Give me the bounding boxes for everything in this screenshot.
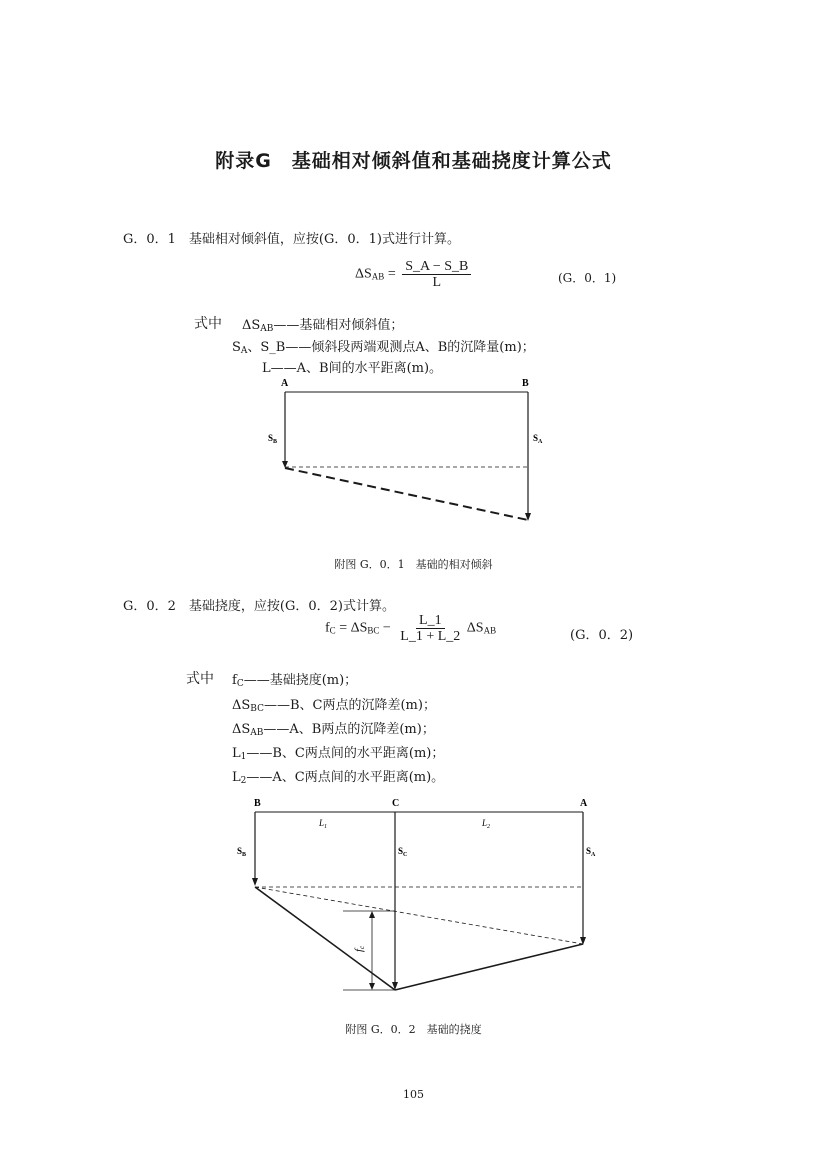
page-title: 附录G 基础相对倾斜值和基础挠度计算公式 xyxy=(215,150,612,172)
definition-1-1 xyxy=(242,314,403,334)
fig2-chord-line xyxy=(255,887,583,944)
def-text: ——A、B间的水平距离(m)。 xyxy=(270,361,443,376)
def-text: ——A、C两点间的水平距离(m)。 xyxy=(246,770,445,785)
fig2-label-l1: $L_1$ xyxy=(319,818,328,830)
formula-g-0-2 xyxy=(325,613,496,644)
definition-2-2 xyxy=(232,694,436,714)
formula2-denominator: L_1 + L_2 xyxy=(400,629,461,644)
figure-deflection xyxy=(225,792,615,1004)
def-symbol: L xyxy=(232,770,241,785)
fig2-label-sc: $S_C$ xyxy=(398,846,408,858)
where-label-1: 式中 xyxy=(194,316,222,332)
fig1-label-a: A xyxy=(281,378,289,389)
formula-numerator: S_A − S_B xyxy=(402,259,471,275)
definition-2-1 xyxy=(232,669,357,689)
def-symbol-sub: AB xyxy=(250,728,264,738)
def-symbol-sub: BC xyxy=(250,704,264,714)
fig2-label-l2: $L_2$ xyxy=(482,818,491,830)
formula2-tail: ΔS xyxy=(466,620,484,636)
formula2-minus: − xyxy=(382,620,391,636)
def-symbol: S xyxy=(232,340,241,355)
fig2-deformed-right xyxy=(395,944,583,990)
clause-g-0-1: G．0．1 基础相对倾斜值，应按(G．0．1)式进行计算。 xyxy=(123,232,460,247)
definition-1-2 xyxy=(232,336,535,356)
definition-2-5 xyxy=(232,766,444,786)
def-text: ——B、C两点的沉降差(m)； xyxy=(263,698,436,713)
formula2-lhs: f xyxy=(325,620,330,636)
fig1-label-sa: $S_A$ xyxy=(533,433,543,445)
fig2-fc-arrow-bottom xyxy=(369,983,375,990)
def-symbol: L xyxy=(262,361,271,376)
formula2-numerator: L_1 xyxy=(416,613,445,629)
fig2-label-fc: fc xyxy=(353,945,366,952)
def-symbol: ΔS xyxy=(232,722,251,737)
fig2-deformed-left xyxy=(255,887,395,990)
formula2-tail-sub: AB xyxy=(483,625,497,636)
formula-fraction xyxy=(402,259,471,290)
def-text: ——A、B两点的沉降差(m)； xyxy=(263,722,435,737)
page-number: 105 xyxy=(403,1088,424,1101)
def-symbol: f xyxy=(232,673,237,688)
figure-2-caption: 附图 G．0．2 基础的挠度 xyxy=(345,1023,482,1036)
fig2-label-b: B xyxy=(254,798,261,809)
fig1-label-sb: $S_B$ xyxy=(268,433,278,445)
formula-lhs: ΔS xyxy=(355,266,372,282)
fig1-label-b: B xyxy=(522,378,529,389)
definition-2-3 xyxy=(232,718,435,738)
fig2-label-sa: $S_A$ xyxy=(586,846,596,858)
fig2-label-c: C xyxy=(392,798,400,809)
figure-1-caption: 附图 G．0．1 基础的相对倾斜 xyxy=(334,558,493,571)
definition-2-4 xyxy=(232,742,444,762)
formula2-eq: = ΔS xyxy=(339,620,368,636)
def-symbol: ΔS xyxy=(242,318,261,333)
def-text: ——基础挠度(m)； xyxy=(243,673,358,688)
def-text: 、S_B——倾斜段两端观测点A、B的沉降量(m)； xyxy=(247,340,535,355)
fig1-tilt-line xyxy=(285,468,528,520)
formula2-mid-sub: BC xyxy=(367,625,380,636)
def-symbol: ΔS xyxy=(232,698,251,713)
def-symbol-sub: A xyxy=(240,346,248,356)
formula-lhs-sub: AB xyxy=(371,271,385,282)
def-symbol-sub: 2 xyxy=(240,776,247,786)
def-symbol: L xyxy=(232,746,241,761)
formula-eq: = xyxy=(387,266,396,282)
def-symbol-sub: C xyxy=(236,679,244,689)
fig2-b-arrowhead xyxy=(252,878,258,886)
formula2-fraction xyxy=(397,613,463,644)
equation-number-1: (G．0．1) xyxy=(558,271,617,285)
formula-denominator: L xyxy=(432,275,442,290)
where-label-2: 式中 xyxy=(186,671,214,687)
fig2-label-sb: $S_B$ xyxy=(237,846,247,858)
formula-g-0-1 xyxy=(355,259,471,290)
def-symbol-sub: AB xyxy=(260,324,274,334)
equation-number-2: (G．0．2) xyxy=(570,628,634,643)
def-text: ——B、C两点间的水平距离(m)； xyxy=(246,746,445,761)
fig2-label-a: A xyxy=(580,798,588,809)
clause-g-0-2: G．0．2 基础挠度，应按(G．0．2)式计算。 xyxy=(123,599,395,614)
def-text: ——基础相对倾斜值； xyxy=(273,318,404,333)
def-symbol-sub: 1 xyxy=(240,752,247,762)
figure-relative-tilt xyxy=(250,372,550,532)
fig2-fc-arrow-top xyxy=(369,911,375,918)
formula2-lhs-sub: C xyxy=(329,625,336,636)
